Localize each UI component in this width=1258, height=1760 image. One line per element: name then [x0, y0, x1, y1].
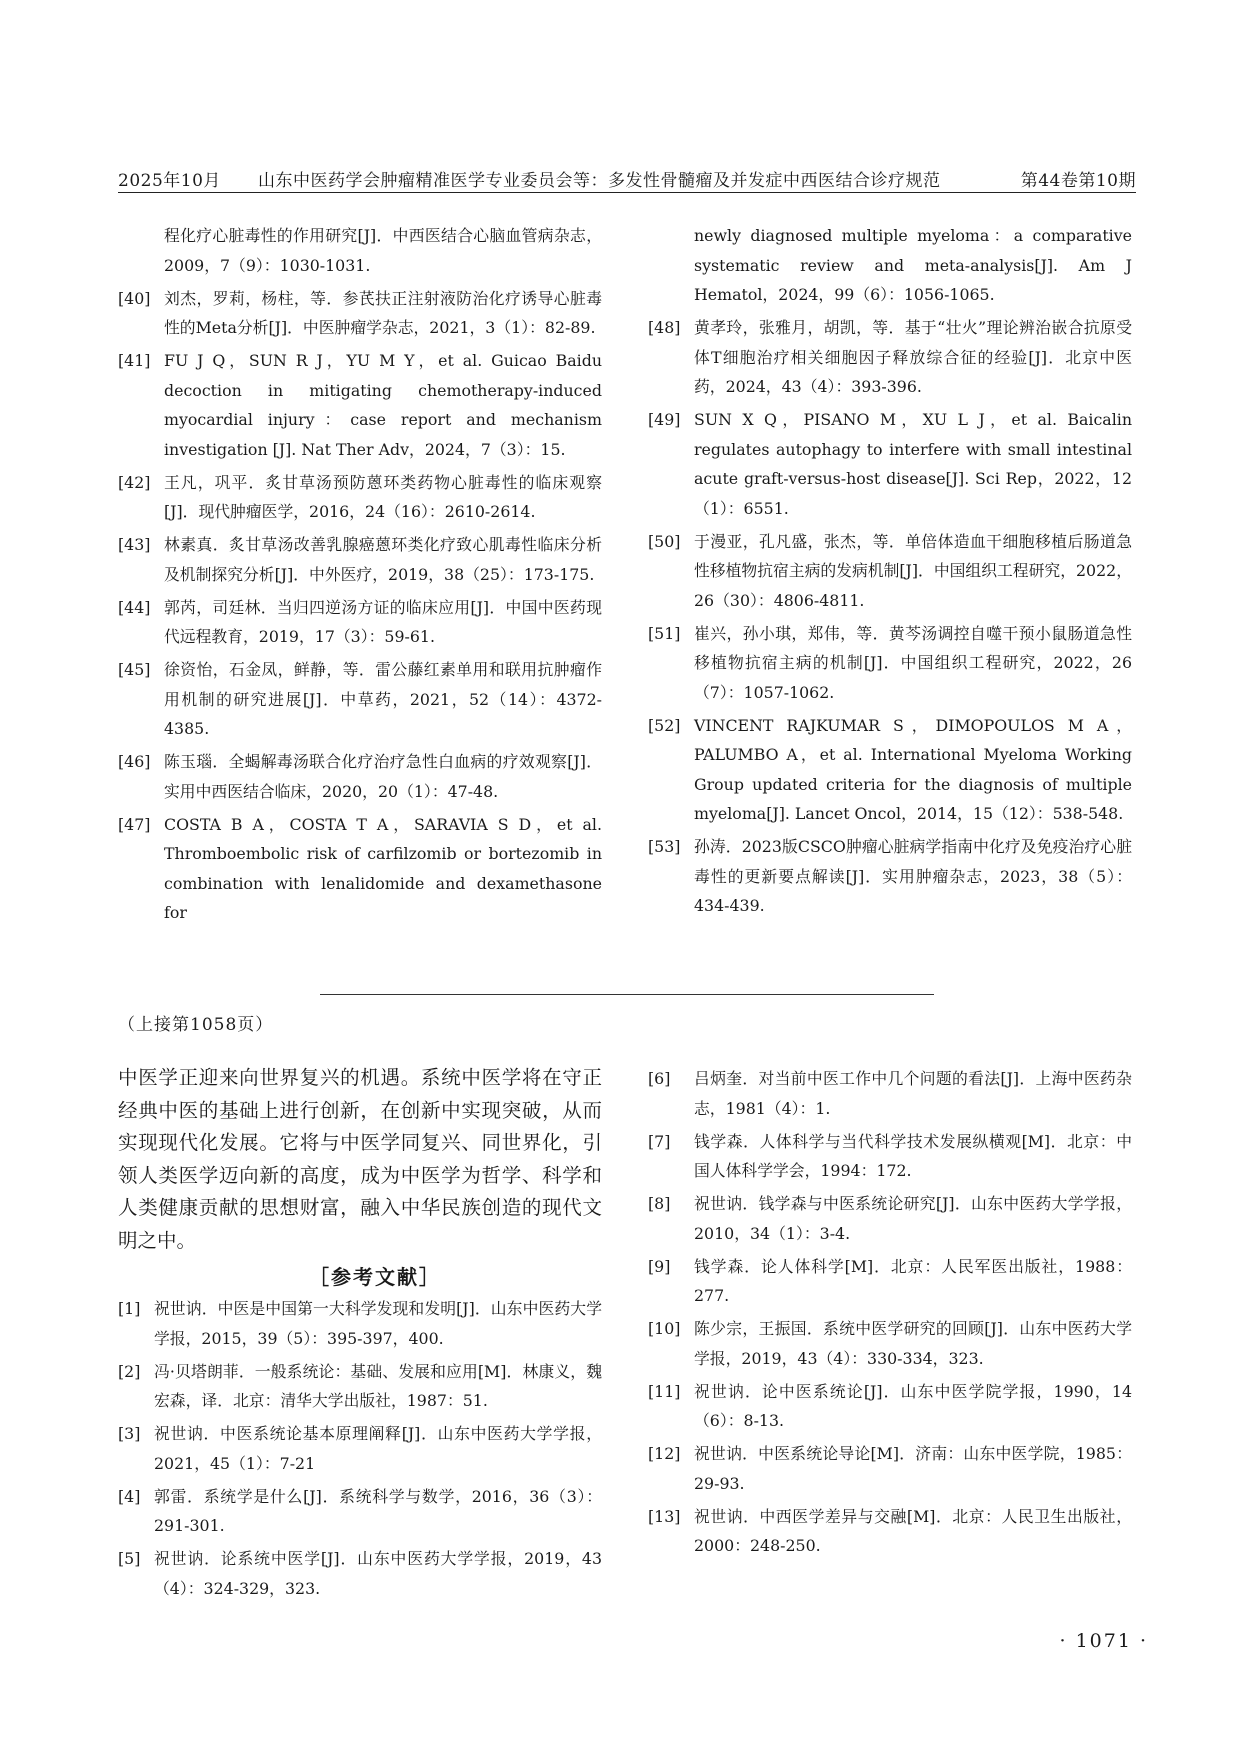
- reference-number: [7]: [648, 1131, 671, 1151]
- reference-number: [5]: [118, 1549, 141, 1568]
- reference-number: [41]: [118, 351, 151, 370]
- reference-number: [50]: [648, 531, 681, 551]
- reference-item: [118, 1357, 602, 1416]
- reference-number: [52]: [648, 715, 681, 735]
- reference-item: [118, 1419, 602, 1478]
- header-volume: 第44卷第10期: [1020, 171, 1136, 191]
- references-heading: ［参考文献］: [309, 1265, 441, 1289]
- reference-text: 祝世讷．论中医系统论[J]．山东中医学院学报，1990，14（6）：8-13.: [694, 1381, 1132, 1430]
- reference-item: [648, 405, 1132, 523]
- reference-text: 郭雷．系统学是什么[J]．系统科学与数学，2016，36（3）：291-301.: [154, 1486, 602, 1535]
- reference-text: 崔兴，孙小琪，郑伟，等．黄芩汤调控自噬干预小鼠肠道急性移植物抗宿主病的机制[J]．中国组织工程研究，2022，26（7）：1057-1062.: [694, 623, 1132, 702]
- reference-text: 林素真．炙甘草汤改善乳腺癌蒽环类化疗致心肌毒性临床分析及机制探究分析[J]．中外医疗，2019，38（25）：173-175.: [164, 535, 602, 584]
- reference-item: [648, 1252, 1132, 1311]
- reference-text: 祝世讷．中医系统论基本原理阐释[J]．山东中医药大学学报，2021，45（1）：7-21: [154, 1424, 602, 1473]
- reference-number: [43]: [118, 535, 151, 554]
- reference-item: [648, 313, 1132, 402]
- reference-item: [648, 711, 1132, 829]
- reference-item: [648, 619, 1132, 708]
- top-left-reference-column: [118, 221, 602, 931]
- reference-number: [42]: [118, 472, 151, 492]
- reference-item: [118, 810, 602, 928]
- reference-item: [118, 221, 602, 280]
- reference-number: [10]: [648, 1319, 681, 1338]
- reference-item: [118, 468, 602, 527]
- reference-item: [118, 593, 602, 652]
- reference-number: [46]: [118, 752, 151, 771]
- reference-text: 于漫亚，孔凡盛，张杰，等．单倍体造血干细胞移植后肠道急性移植物抗宿主病的发病机制[J]．中国组织工程研究，2022，26（30）：4806-4811.: [694, 531, 1132, 610]
- reference-text: 祝世讷．钱学森与中医系统论研究[J]．山东中医药大学学报，2010，34（1）：3-4.: [694, 1194, 1132, 1243]
- section-divider: [320, 994, 934, 995]
- header-date: 2025年10月: [118, 171, 221, 191]
- header-title: 山东中医药学会肿瘤精准医学专业委员会等：多发性骨髓瘤及并发症中西医结合诊疗规范: [258, 171, 941, 191]
- reference-item: [648, 1064, 1132, 1123]
- reference-text: 刘杰，罗莉，杨柱，等．参芪扶正注射液防治化疗诱导心脏毒性的Meta分析[J]．中医肿瘤学杂志，2021，3（1）：82-89.: [164, 288, 602, 337]
- reference-item: [118, 747, 602, 806]
- reference-number: [4]: [118, 1486, 141, 1506]
- continued-from-note: （上接第1058页）: [118, 1015, 274, 1035]
- reference-number: [47]: [118, 814, 151, 834]
- reference-text: 冯·贝塔朗菲．一般系统论：基础、发展和应用[M]．林康义，魏宏森，译．北京：清华大学出版社，1987：51.: [154, 1361, 602, 1410]
- reference-text: 孙涛．2023版CSCO肿瘤心脏病学指南中化疗及免疫治疗心脏毒性的更新要点解读[J]．实用肿瘤杂志，2023，38（5）：434-439.: [694, 837, 1132, 915]
- reference-text: SUN X Q，PISANO M，XU L J，et al. Baicalin regulates autophagy to interfere with small intestinal acute graft-versus-host disease[J]. Sci Rep，2022，12（1）：6551.: [694, 410, 1132, 518]
- reference-text: newly diagnosed multiple myeloma：a comparative systematic review and meta-analysis[J]. Am J Hematol，2024，99（6）：1056-1065.: [694, 226, 1132, 304]
- reference-number: [13]: [648, 1506, 681, 1526]
- bottom-left-reference-list: [118, 1294, 602, 1603]
- reference-number: [48]: [648, 318, 681, 337]
- reference-item: [648, 832, 1132, 921]
- reference-text: COSTA B A，COSTA T A，SARAVIA S D，et al. Thromboembolic risk of carfilzomib or bortezomib in combination with lenalidomide and dexamethasone for: [164, 814, 602, 922]
- reference-number: [45]: [118, 660, 151, 679]
- bottom-right-reference-column: [648, 1064, 1132, 1564]
- reference-text: 程化疗心脏毒性的作用研究[J]．中西医结合心脑血管病杂志，2009，7（9）：1030-1031.: [164, 226, 602, 275]
- reference-text: 祝世讷．中医是中国第一大科学发现和发明[J]．山东中医药大学学报，2015，39（5）：395-397，400.: [154, 1299, 602, 1348]
- bottom-left-column: [118, 1062, 602, 1607]
- reference-item: [118, 346, 602, 464]
- reference-item: [118, 655, 602, 744]
- top-right-reference-column: [648, 221, 1132, 924]
- reference-item: [118, 1544, 602, 1603]
- reference-text: 祝世讷．中医系统论导论[M]．济南：山东中医学院，1985：29-93.: [694, 1444, 1132, 1493]
- reference-text: 钱学森．论人体科学[M]．北京：人民军医出版社，1988：277.: [694, 1256, 1132, 1305]
- reference-item: [118, 530, 602, 589]
- reference-text: 吕炳奎．对当前中医工作中几个问题的看法[J]．上海中医药杂志，1981（4）：1.: [694, 1069, 1132, 1118]
- reference-number: [49]: [648, 410, 681, 429]
- reference-item: [118, 284, 602, 343]
- reference-text: 陈玉瑙．全蝎解毒汤联合化疗治疗急性白血病的疗效观察[J]．实用中西医结合临床，2020，20（1）：47-48.: [164, 752, 602, 801]
- reference-text: 陈少宗，王振国．系统中医学研究的回顾[J]．山东中医药大学学报，2019，43（4）：330-334，323.: [694, 1319, 1132, 1368]
- reference-text: VINCENT RAJKUMAR S，DIMOPOULOS M A，PALUMBO A，et al. International Myeloma Working Group updated criteria for the diagnosis of multiple myeloma[J]. Lancet Oncol，2014，15（12）：538-548.: [694, 715, 1132, 823]
- reference-item: [648, 1189, 1132, 1248]
- reference-number: [11]: [648, 1381, 681, 1401]
- reference-number: [51]: [648, 623, 681, 643]
- reference-item: [648, 1314, 1132, 1373]
- reference-number: [40]: [118, 288, 151, 308]
- reference-number: [6]: [648, 1069, 671, 1088]
- reference-item: [648, 1127, 1132, 1186]
- reference-number: [8]: [648, 1194, 671, 1213]
- reference-number: [2]: [118, 1361, 141, 1381]
- reference-number: [1]: [118, 1299, 141, 1318]
- page-number: · 1071 ·: [1059, 1630, 1148, 1652]
- reference-text: 祝世讷．中西医学差异与交融[M]．北京：人民卫生出版社，2000：248-250.: [694, 1506, 1132, 1555]
- reference-number: [12]: [648, 1444, 681, 1463]
- reference-text: FU J Q，SUN R J，YU M Y，et al. Guicao Baidu decoction in mitigating chemotherapy-induced myocardial injury：case report and mechanism investigation [J]. Nat Ther Adv，2024，7（3）：15.: [164, 351, 602, 459]
- reference-number: [53]: [648, 837, 681, 856]
- reference-text: 祝世讷．论系统中医学[J]．山东中医药大学学报，2019，43（4）：324-329，323.: [154, 1549, 602, 1598]
- header-rule: [118, 192, 1136, 193]
- reference-item: [648, 221, 1132, 310]
- running-header: [118, 166, 1136, 190]
- reference-item: [118, 1482, 602, 1541]
- reference-text: 黄孝玲，张雅月，胡凯，等．基于“壮火”理论辨治嵌合抗原受体T细胞治疗相关细胞因子释放综合征的经验[J]．北京中医药，2024，43（4）：393-396.: [694, 318, 1132, 396]
- reference-item: [648, 1377, 1132, 1436]
- reference-number: [44]: [118, 597, 151, 617]
- reference-text: 郭芮，司廷林．当归四逆汤方证的临床应用[J]．中国中医药现代远程教育，2019，17（3）：59-61.: [164, 597, 602, 646]
- reference-item: [118, 1294, 602, 1353]
- reference-item: [648, 1502, 1132, 1561]
- reference-text: 钱学森．人体科学与当代科学技术发展纵横观[M]．北京：中国人体科学学会，1994：172.: [694, 1131, 1132, 1180]
- reference-number: [9]: [648, 1256, 671, 1276]
- reference-item: [648, 1439, 1132, 1498]
- reference-text: 徐资怡，石金凤，鲜静，等．雷公藤红素单用和联用抗肿瘤作用机制的研究进展[J]．中草药，2021，52（14）：4372-4385.: [164, 660, 602, 738]
- reference-number: [3]: [118, 1424, 141, 1443]
- reference-text: 王凡，巩平．炙甘草汤预防蒽环类药物心脏毒性的临床观察[J]．现代肿瘤医学，2016，24（16）：2610-2614.: [164, 472, 602, 521]
- reference-item: [648, 527, 1132, 616]
- body-paragraph: 中医学正迎来向世界复兴的机遇。系统中医学将在守正经典中医的基础上进行创新，在创新中实现突破，从而实现现代化发展。它将与中医学同复兴、同世界化，引领人类医学迈向新的高度，成为中医学为哲学、科学和人类健康贡献的思想财富，融入中华民族创造的现代文明之中。: [118, 1066, 602, 1252]
